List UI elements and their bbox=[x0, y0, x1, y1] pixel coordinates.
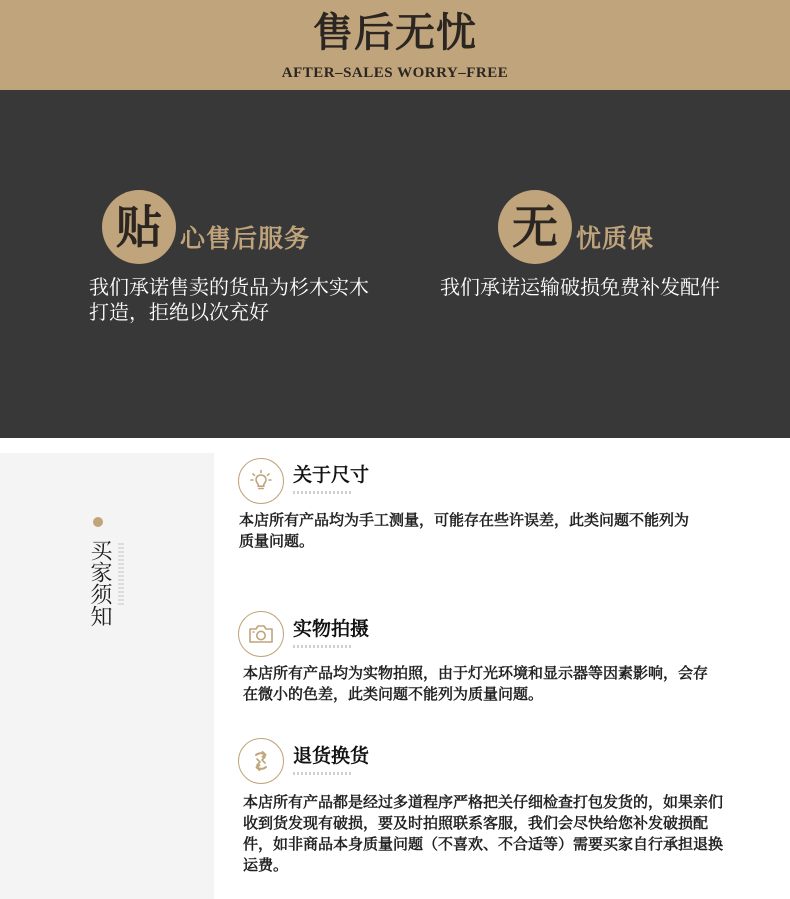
item-decoration bbox=[293, 645, 351, 648]
promise-band bbox=[0, 90, 790, 438]
exchange-icon bbox=[238, 738, 284, 784]
lightbulb-icon bbox=[238, 458, 284, 504]
item-text-return: 本店所有产品都是经过多道程序严格把关仔细检查打包发货的，如果亲们收到货发现有破损，要及时拍照联系客服，我们会尽快给您补发破损配件，如非商品本身质量问题（不喜欢、不合适等）需要买家自行承担退换运费。 bbox=[243, 793, 724, 874]
promise-badge-2: 无 bbox=[498, 190, 572, 264]
promise-title-1: 心售后服务 bbox=[180, 224, 311, 253]
promise-badge-1: 贴 bbox=[102, 190, 176, 264]
item-decoration bbox=[293, 772, 351, 775]
header-banner bbox=[0, 0, 790, 90]
item-text-photo: 本店所有产品均为实物拍照，由于灯光环境和显示器等因素影响，会存在微小的色差，此类问题不能列为质量问题。 bbox=[243, 664, 709, 703]
header-subtitle: AFTER–SALES WORRY–FREE bbox=[281, 65, 509, 81]
promise-text-1: 我们承诺售卖的货品为杉木实木打造，拒绝以次充好 bbox=[89, 275, 369, 324]
item-title-return: 退货换货 bbox=[293, 745, 370, 767]
item-decoration bbox=[293, 491, 351, 494]
camera-icon bbox=[238, 611, 284, 657]
header-title: 售后无忧 bbox=[313, 9, 477, 56]
item-title-photo: 实物拍摄 bbox=[293, 618, 370, 640]
side-dot bbox=[93, 517, 103, 527]
promise-title-2: 忧质保 bbox=[576, 224, 655, 253]
notice-side-panel bbox=[0, 453, 214, 899]
item-title-size: 关于尺寸 bbox=[293, 464, 370, 486]
promise-text-2: 我们承诺运输破损免费补发配件 bbox=[440, 275, 720, 299]
item-text-size: 本店所有产品均为手工测量，可能存在些许误差，此类问题不能列为质量问题。 bbox=[239, 511, 690, 550]
side-title: 买家须知 bbox=[87, 539, 112, 627]
side-decoration bbox=[118, 543, 124, 605]
